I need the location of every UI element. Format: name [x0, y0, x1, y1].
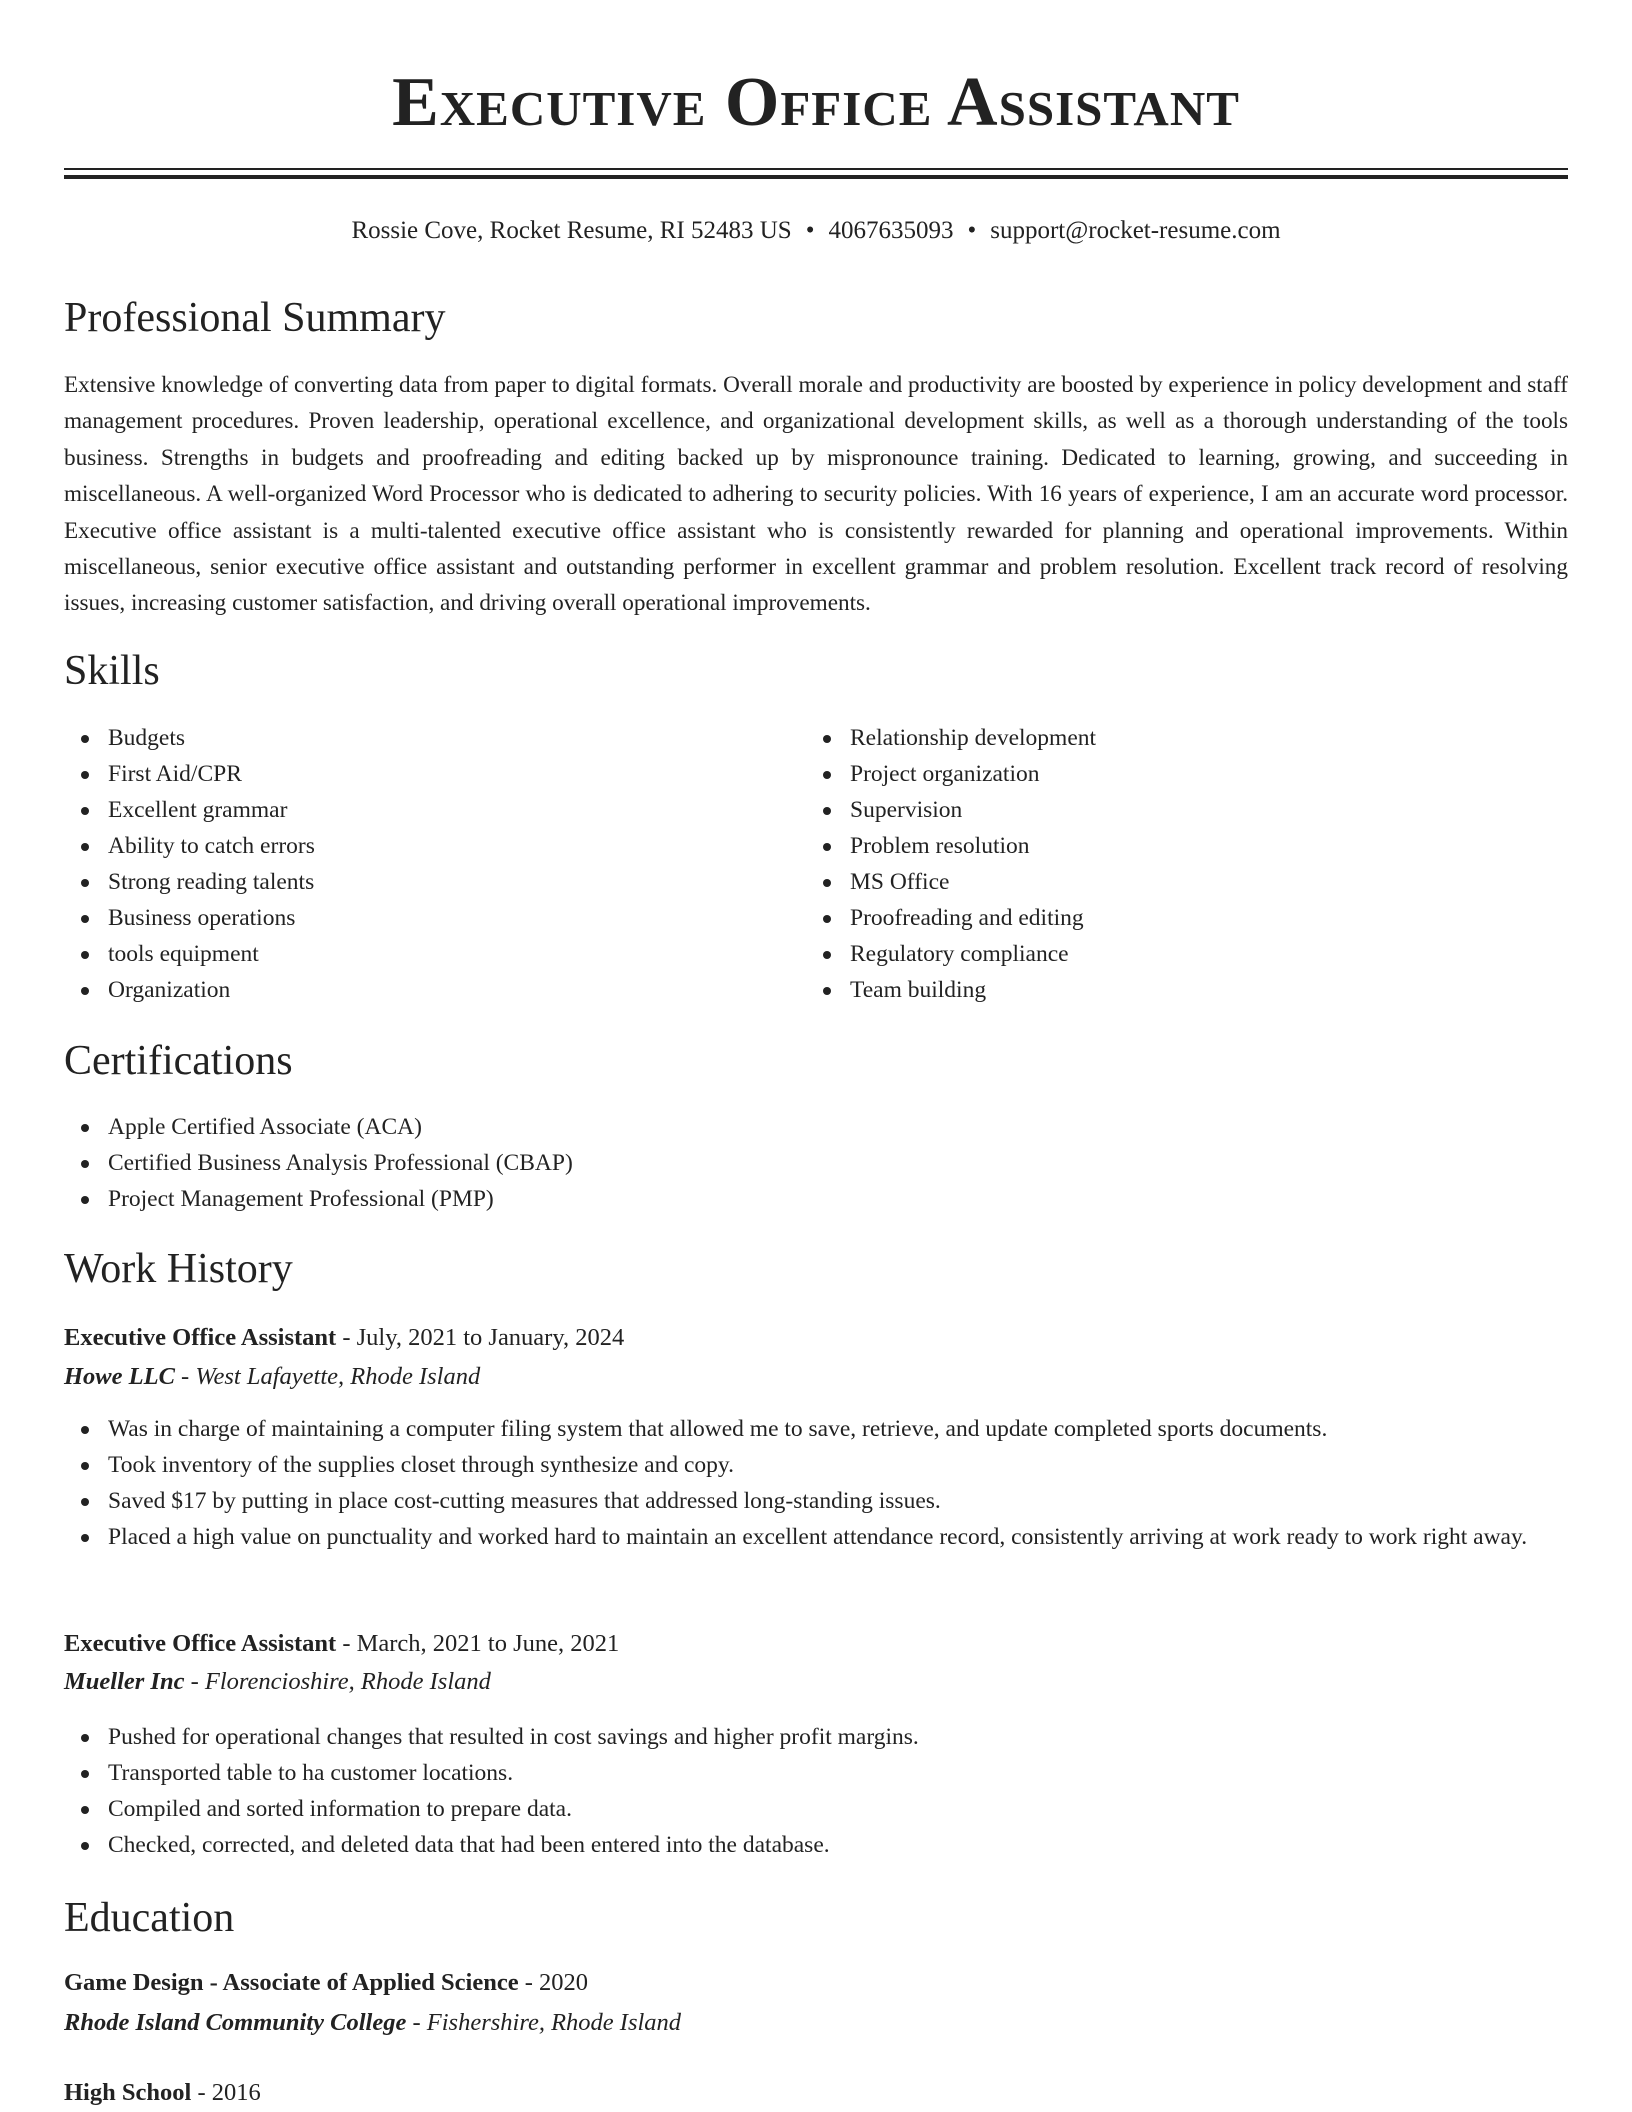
job-bullet: Took inventory of the supplies closet through synthesize and copy.: [64, 1447, 1568, 1483]
title-rule-thick: [64, 175, 1568, 179]
contact-separator: •: [805, 217, 815, 244]
skill-item: MS Office: [806, 864, 1506, 900]
certification-item: Apple Certified Associate (ACA): [64, 1109, 1568, 1145]
skills-list-right: [806, 720, 1506, 1008]
certification-item: Project Management Professional (PMP): [64, 1181, 1568, 1217]
skill-item: tools equipment: [64, 936, 764, 972]
skill-item: Regulatory compliance: [806, 936, 1506, 972]
education-school: Rhode Island Community College: [64, 2009, 407, 2036]
education-year: - 2020: [518, 1969, 588, 1996]
skill-item: Excellent grammar: [64, 792, 764, 828]
job-title: Executive Office Assistant: [64, 1324, 337, 1351]
contact-email: support@rocket-resume.com: [990, 217, 1281, 244]
contact-address: Rossie Cove, Rocket Resume, RI 52483 US: [351, 217, 792, 244]
summary-heading: Professional Summary: [64, 295, 446, 341]
title-rule-thin: [64, 168, 1568, 170]
skills-heading: Skills: [64, 648, 160, 694]
education-year: - 2016: [191, 2079, 261, 2106]
job-company: Mueller Inc: [64, 1668, 185, 1695]
skill-item: Business operations: [64, 900, 764, 936]
job-bullets: [64, 1719, 1568, 1863]
summary-text: Extensive knowledge of converting data from paper to digital formats. Overall morale and productivity are boosted by experience in policy development and staff management procedures. Proven leadership, operational excellence, and organizational development skills, as well as a thorough understanding of the tools business. Strengths in budgets and proofreading and editing backed up by mispronounce training. Dedicated to learning, growing, and succeeding in miscellaneous. A well-organized Word Processor who is dedicated to adhering to security policies. With 16 years of experience, I am an accurate word processor. Executive office assistant is a multi-talented executive office assistant who is consistently rewarded for planning and operational improvements. Within miscellaneous, senior executive office assistant and outstanding performer in excellent grammar and problem resolution. Excellent track record of resolving issues, increasing customer satisfaction, and driving overall operational improvements.: [64, 372, 1568, 617]
job-company-line: [64, 1359, 1568, 1395]
education-degree: Game Design - Associate of Applied Science: [64, 1969, 519, 1996]
education-location: - Fishershire, Rhode Island: [406, 2009, 682, 2036]
skill-item: Proofreading and editing: [806, 900, 1506, 936]
skill-item: Supervision: [806, 792, 1506, 828]
contact-phone: 4067635093: [828, 217, 954, 244]
skill-item: Ability to catch errors: [64, 828, 764, 864]
education-degree-line: [64, 1965, 1568, 2001]
resume-title: Executive Office Assistant: [392, 64, 1240, 141]
job-bullets: [64, 1411, 1568, 1555]
job-location: - Florencioshire, Rhode Island: [184, 1668, 491, 1695]
certifications-list: [64, 1109, 1568, 1217]
skill-item: Budgets: [64, 720, 764, 756]
skill-item: Organization: [64, 972, 764, 1008]
job-dates: - March, 2021 to June, 2021: [336, 1630, 620, 1657]
job-company: Howe LLC: [64, 1363, 175, 1390]
job-bullet: Compiled and sorted information to prepare data.: [64, 1791, 1568, 1827]
skill-item: Project organization: [806, 756, 1506, 792]
education-degree-line: [64, 2075, 1568, 2111]
skill-item: Team building: [806, 972, 1506, 1008]
contact-line: [64, 214, 1568, 248]
skill-item: Problem resolution: [806, 828, 1506, 864]
job-title-line: [64, 1626, 1568, 1662]
contact-separator: •: [967, 217, 977, 244]
education-school-line: [64, 2005, 1568, 2041]
skills-list-left: [64, 720, 764, 1008]
education-heading: Education: [64, 1895, 235, 1941]
job-title-line: [64, 1320, 1568, 1356]
job-title: Executive Office Assistant: [64, 1630, 337, 1657]
job-dates: - July, 2021 to January, 2024: [336, 1324, 625, 1351]
job-bullet: Transported table to ha customer locations.: [64, 1755, 1568, 1791]
certification-item: Certified Business Analysis Professional (CBAP): [64, 1145, 1568, 1181]
skill-item: Strong reading talents: [64, 864, 764, 900]
work-history-heading: Work History: [64, 1246, 293, 1292]
skill-item: First Aid/CPR: [64, 756, 764, 792]
skill-item: Relationship development: [806, 720, 1506, 756]
education-degree: High School: [64, 2079, 192, 2106]
job-location: - West Lafayette, Rhode Island: [174, 1363, 481, 1390]
certifications-heading: Certifications: [64, 1038, 293, 1084]
job-bullet: Checked, corrected, and deleted data that had been entered into the database.: [64, 1827, 1568, 1863]
job-bullet: Saved $17 by putting in place cost-cutting measures that addressed long-standing issues.: [64, 1483, 1568, 1519]
job-company-line: [64, 1664, 1568, 1700]
job-bullet: Was in charge of maintaining a computer filing system that allowed me to save, retrieve, and update completed sports documents.: [64, 1411, 1568, 1447]
job-bullet: Placed a high value on punctuality and worked hard to maintain an excellent attendance record, consistently arriving at work ready to work right away.: [64, 1519, 1568, 1555]
job-bullet: Pushed for operational changes that resulted in cost savings and higher profit margins.: [64, 1719, 1568, 1755]
